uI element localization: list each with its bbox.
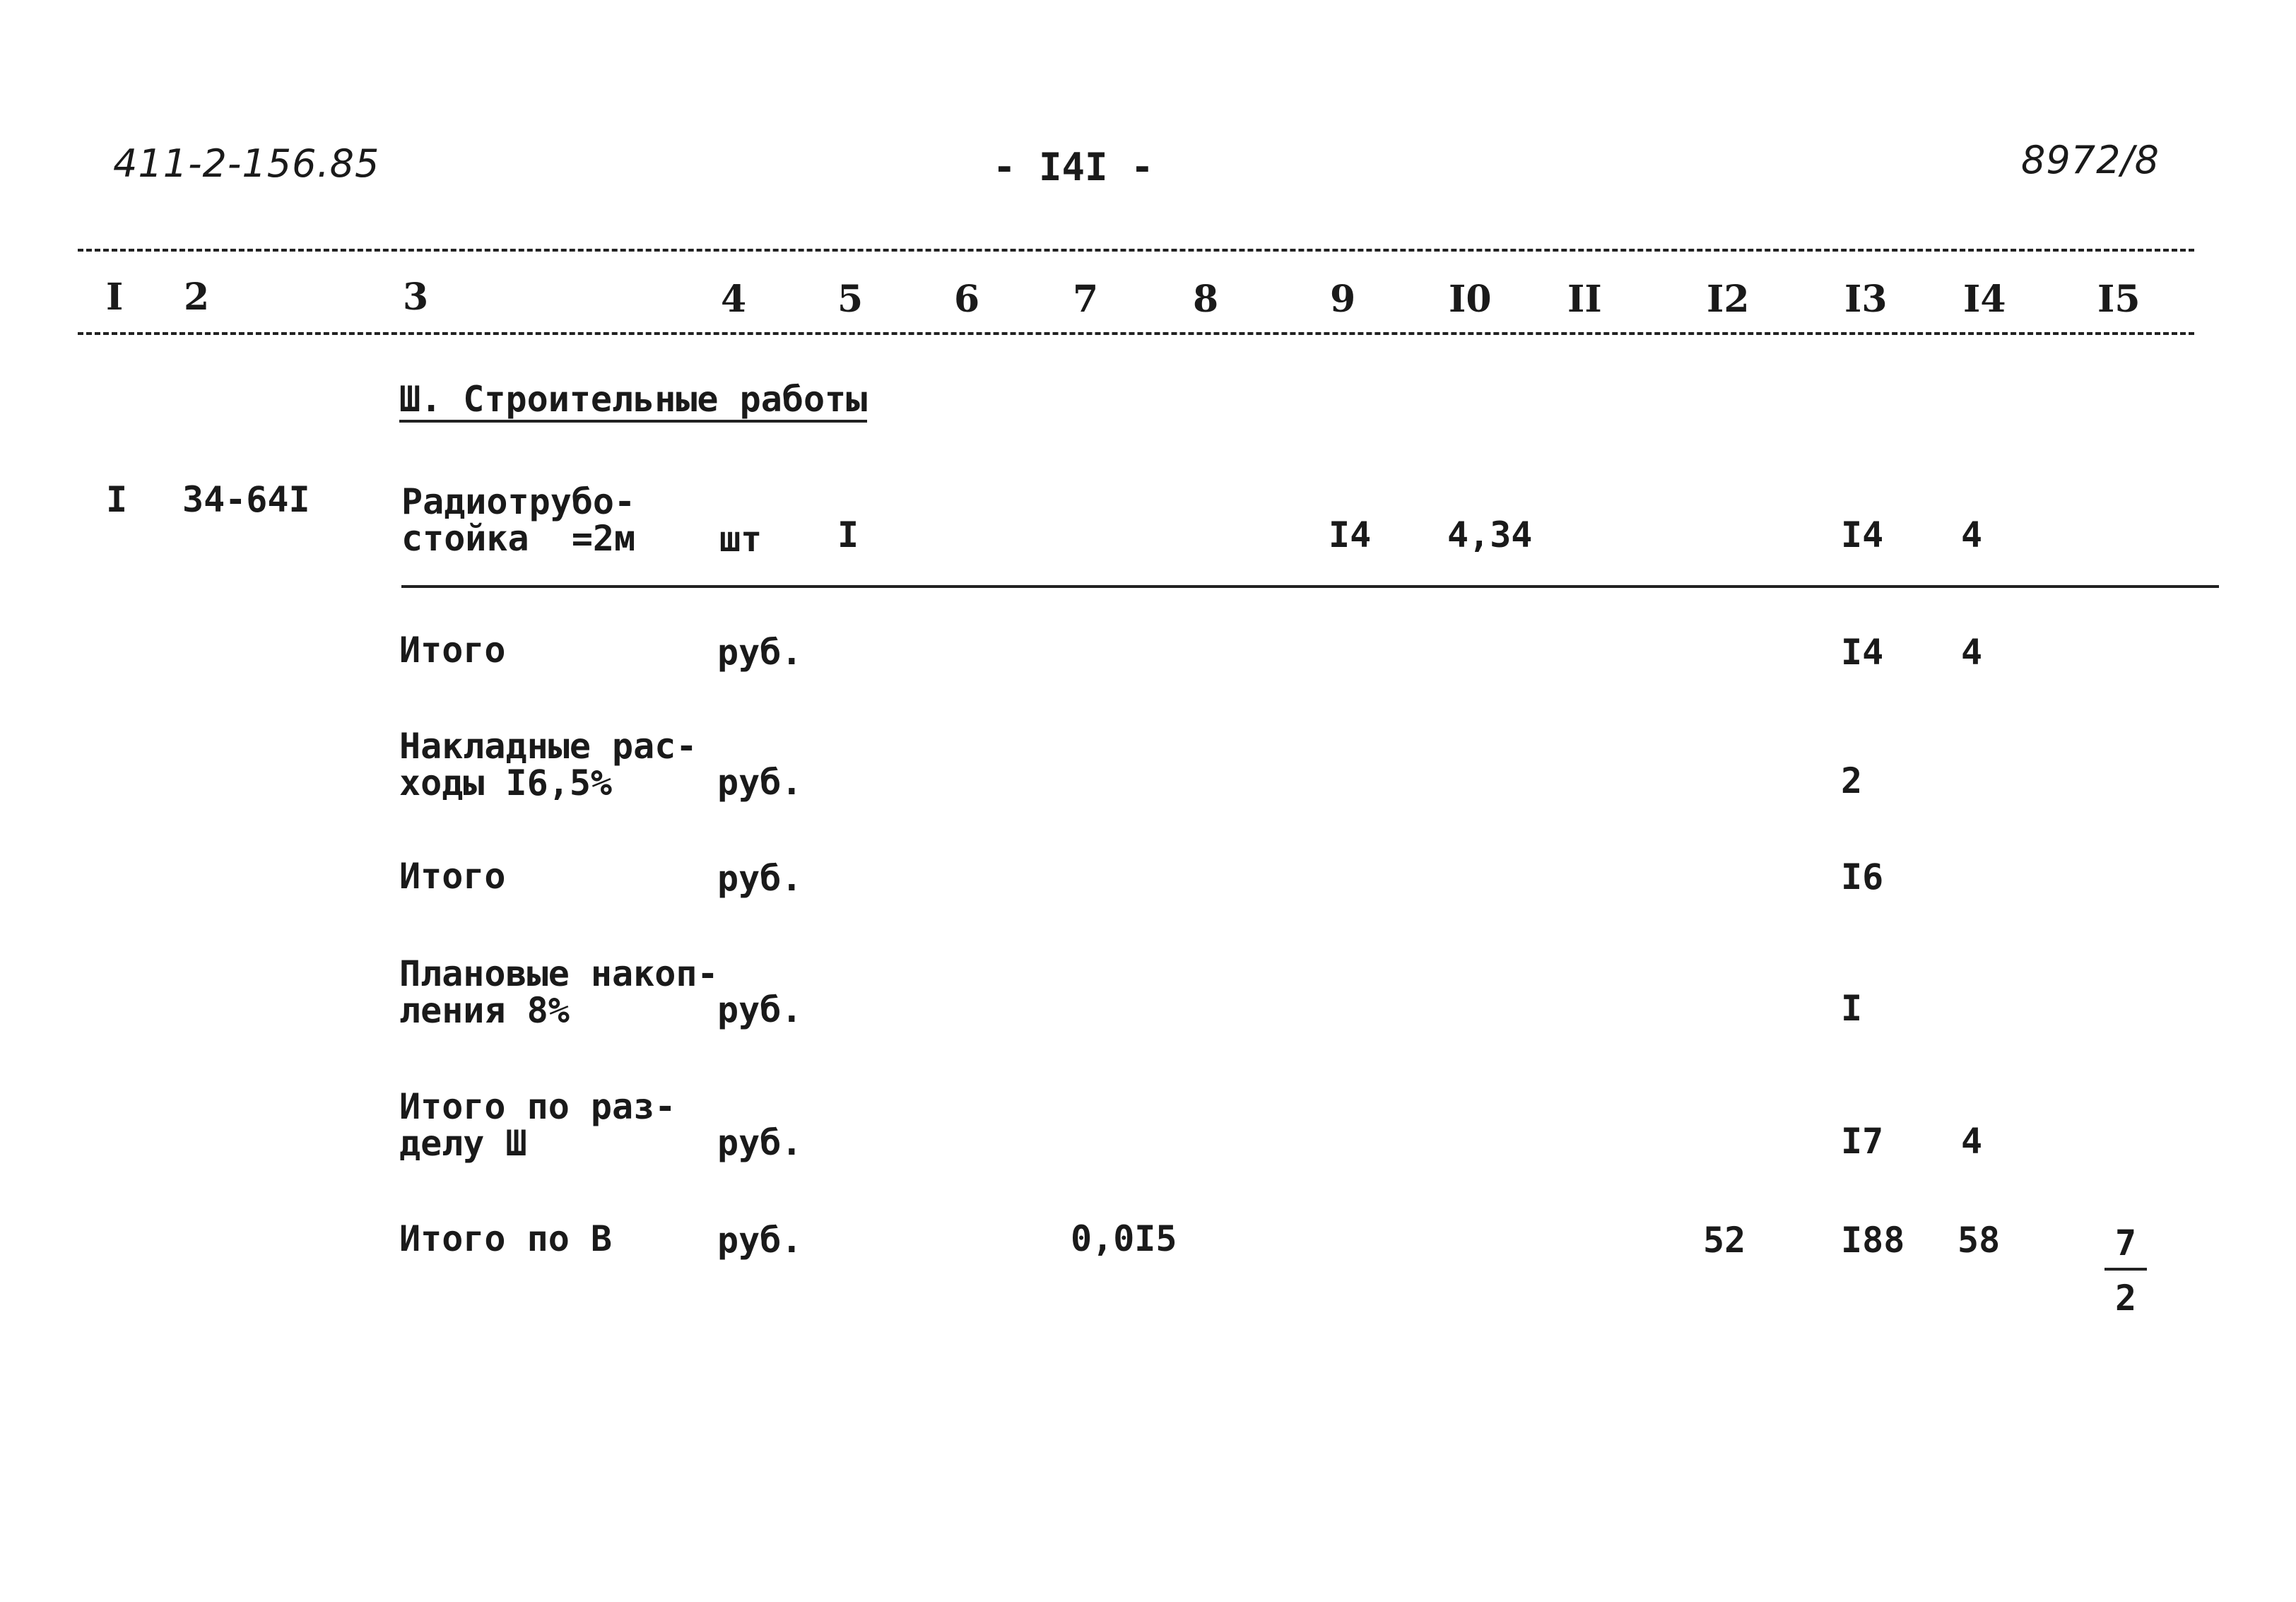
col-header-6: 6 xyxy=(954,278,980,321)
price-code: 34-64I xyxy=(182,479,310,520)
fraction-numerator: 7 xyxy=(2114,1223,2137,1264)
col-header-14: I4 xyxy=(1963,278,2006,321)
col13-value: I4 xyxy=(1841,632,1884,673)
col-header-3: 3 xyxy=(403,276,429,319)
col13-value: 2 xyxy=(1841,760,1863,801)
col13-value: I88 xyxy=(1841,1220,1905,1261)
col-header-10: I0 xyxy=(1449,278,1492,321)
col-header-13: I3 xyxy=(1844,278,1888,321)
col13-value: I7 xyxy=(1841,1121,1884,1162)
item-description: Радиотрубо- стойка =2м xyxy=(401,481,636,559)
fraction-bar xyxy=(2104,1268,2147,1271)
col13-value: I4 xyxy=(1841,514,1884,555)
unit: шт xyxy=(719,519,763,560)
fraction-denominator: 2 xyxy=(2114,1278,2137,1319)
subtotal-rule xyxy=(401,585,2219,588)
col10-value: 4,34 xyxy=(1447,514,1533,555)
document-code: 411-2-156.85 xyxy=(113,141,380,186)
col7-value: 0,0I5 xyxy=(1071,1218,1177,1259)
row-label: Плановые накоп- ления 8% xyxy=(399,953,719,1031)
col9-value: I4 xyxy=(1329,514,1372,555)
row-label: Накладные рас- ходы I6,5% xyxy=(399,726,697,803)
col-header-4: 4 xyxy=(721,278,747,321)
header-top-rule xyxy=(78,249,2194,252)
quantity: I xyxy=(837,514,859,555)
col-header-7: 7 xyxy=(1073,278,1099,321)
page-number: - I4I - xyxy=(993,145,1154,189)
col-header-12: I2 xyxy=(1707,278,1750,321)
col14-value: 58 xyxy=(1958,1220,2001,1261)
unit: руб. xyxy=(717,858,803,899)
col13-value: I xyxy=(1841,988,1863,1029)
col14-value: 4 xyxy=(1961,1121,1983,1162)
header-bottom-rule xyxy=(78,332,2194,335)
col-header-5: 5 xyxy=(837,278,864,321)
row-label: Итого xyxy=(399,856,506,897)
row-number: I xyxy=(106,479,128,520)
col14-value: 4 xyxy=(1961,632,1983,673)
unit: руб. xyxy=(717,762,803,803)
row-label: Итого по В xyxy=(399,1218,613,1259)
row-label: Итого по раз- делу Ш xyxy=(399,1086,676,1164)
col-header-2: 2 xyxy=(184,276,210,319)
col12-value: 52 xyxy=(1703,1220,1746,1261)
unit: руб. xyxy=(717,1220,803,1261)
section-title: Ш. Строительные работы xyxy=(399,382,867,423)
unit: руб. xyxy=(717,989,803,1030)
col15-fraction xyxy=(2104,1223,2147,1319)
col-header-8: 8 xyxy=(1193,278,1219,321)
col13-value: I6 xyxy=(1841,856,1884,897)
unit: руб. xyxy=(717,632,803,673)
col-header-9: 9 xyxy=(1330,278,1356,321)
sheet-reference: 8972/8 xyxy=(2021,138,2160,182)
col-header-15: I5 xyxy=(2097,278,2141,321)
col-header-1: I xyxy=(106,276,124,319)
row-label: Итого xyxy=(399,630,506,671)
col-header-11: II xyxy=(1567,278,1602,321)
unit: руб. xyxy=(717,1122,803,1163)
col14-value: 4 xyxy=(1961,514,1983,555)
